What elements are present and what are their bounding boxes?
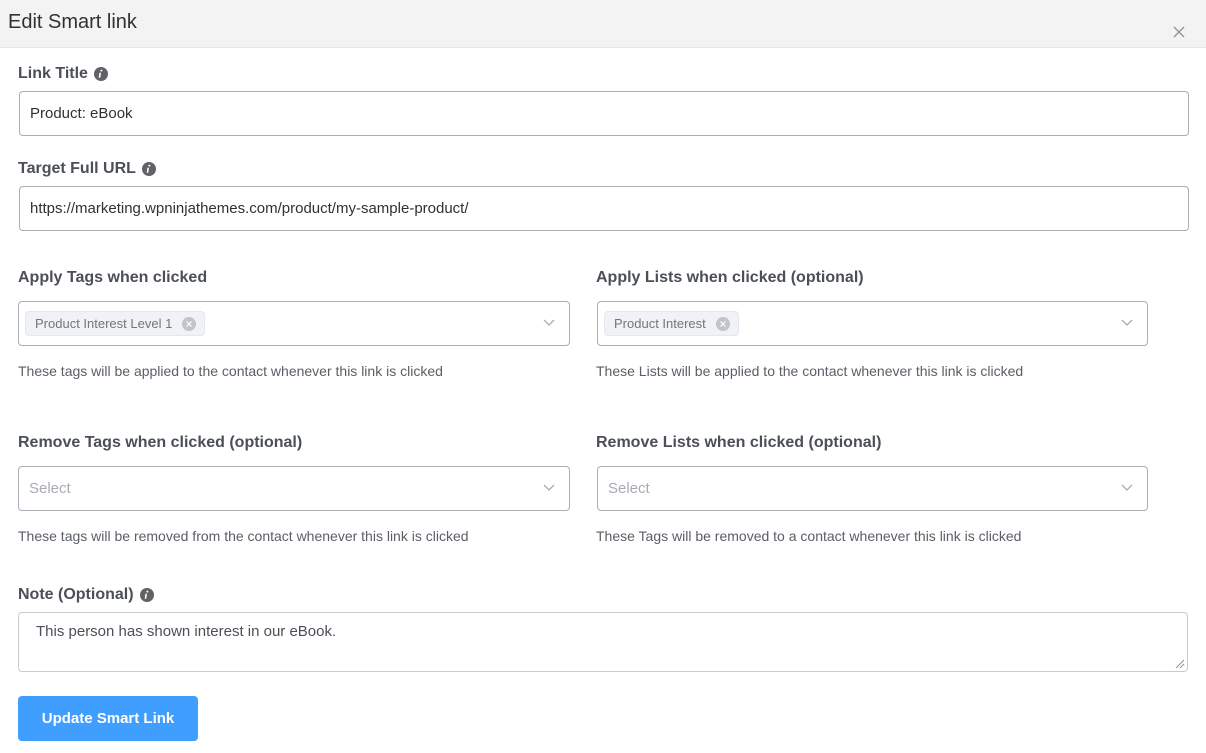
update-smart-link-button[interactable]: Update Smart Link xyxy=(18,696,198,741)
chevron-down-icon xyxy=(1121,484,1133,492)
info-icon[interactable] xyxy=(142,162,156,176)
info-icon[interactable] xyxy=(94,67,108,81)
target-url-label-text: Target Full URL xyxy=(18,160,136,177)
resize-grip-icon[interactable] xyxy=(1175,659,1185,669)
remove-tags-label-text: Remove Tags when clicked (optional) xyxy=(18,434,303,451)
dialog-title: Edit Smart link xyxy=(8,11,137,33)
apply-tags-label-text: Apply Tags when clicked xyxy=(18,269,208,286)
remove-tags-label xyxy=(18,434,302,452)
tag-remove-icon[interactable] xyxy=(716,317,730,331)
remove-lists-label-text: Remove Lists when clicked (optional) xyxy=(596,434,882,451)
chevron-down-icon xyxy=(1121,319,1133,327)
apply-lists-help: These Lists will be applied to the contact whenever this link is clicked xyxy=(596,363,1024,379)
remove-lists-help: These Tags will be removed to a contact whenever this link is clicked xyxy=(596,528,1022,544)
chevron-down-icon xyxy=(543,319,555,327)
apply-tags-select[interactable] xyxy=(18,301,570,346)
apply-lists-select[interactable] xyxy=(597,301,1148,346)
remove-tags-help: These tags will be removed from the contact whenever this link is clicked xyxy=(18,528,469,544)
remove-tags-placeholder: Select xyxy=(29,480,71,497)
dialog-header xyxy=(0,0,1206,48)
tag-remove-icon[interactable] xyxy=(182,317,196,331)
note-textarea[interactable] xyxy=(18,612,1188,672)
remove-lists-placeholder: Select xyxy=(608,480,650,497)
info-icon[interactable] xyxy=(140,588,154,602)
link-title-input[interactable]: Product: eBook xyxy=(19,91,1189,136)
selected-list-label: Product Interest xyxy=(614,316,706,331)
apply-tags-help: These tags will be applied to the contact whenever this link is clicked xyxy=(18,363,443,379)
apply-lists-label-text: Apply Lists when clicked (optional) xyxy=(596,269,864,286)
close-icon[interactable] xyxy=(1172,25,1186,39)
selected-list xyxy=(604,311,739,336)
link-title-label-text: Link Title xyxy=(18,65,88,82)
note-label-text: Note (Optional) xyxy=(18,586,134,603)
apply-tags-label xyxy=(18,269,207,287)
selected-tag-label: Product Interest Level 1 xyxy=(35,316,173,331)
note-label xyxy=(18,586,154,604)
note-text: This person has shown interest in our eBook. xyxy=(36,623,337,640)
apply-lists-label xyxy=(596,269,864,287)
remove-lists-select[interactable] xyxy=(597,466,1148,511)
remove-tags-select[interactable] xyxy=(18,466,570,511)
chevron-down-icon xyxy=(543,484,555,492)
target-url-label xyxy=(18,160,156,178)
target-url-input[interactable]: https://marketing.wpninjathemes.com/product/my-sample-product/ xyxy=(19,186,1189,231)
remove-lists-label xyxy=(596,434,881,452)
selected-tag xyxy=(25,311,205,336)
link-title-label xyxy=(18,65,108,83)
